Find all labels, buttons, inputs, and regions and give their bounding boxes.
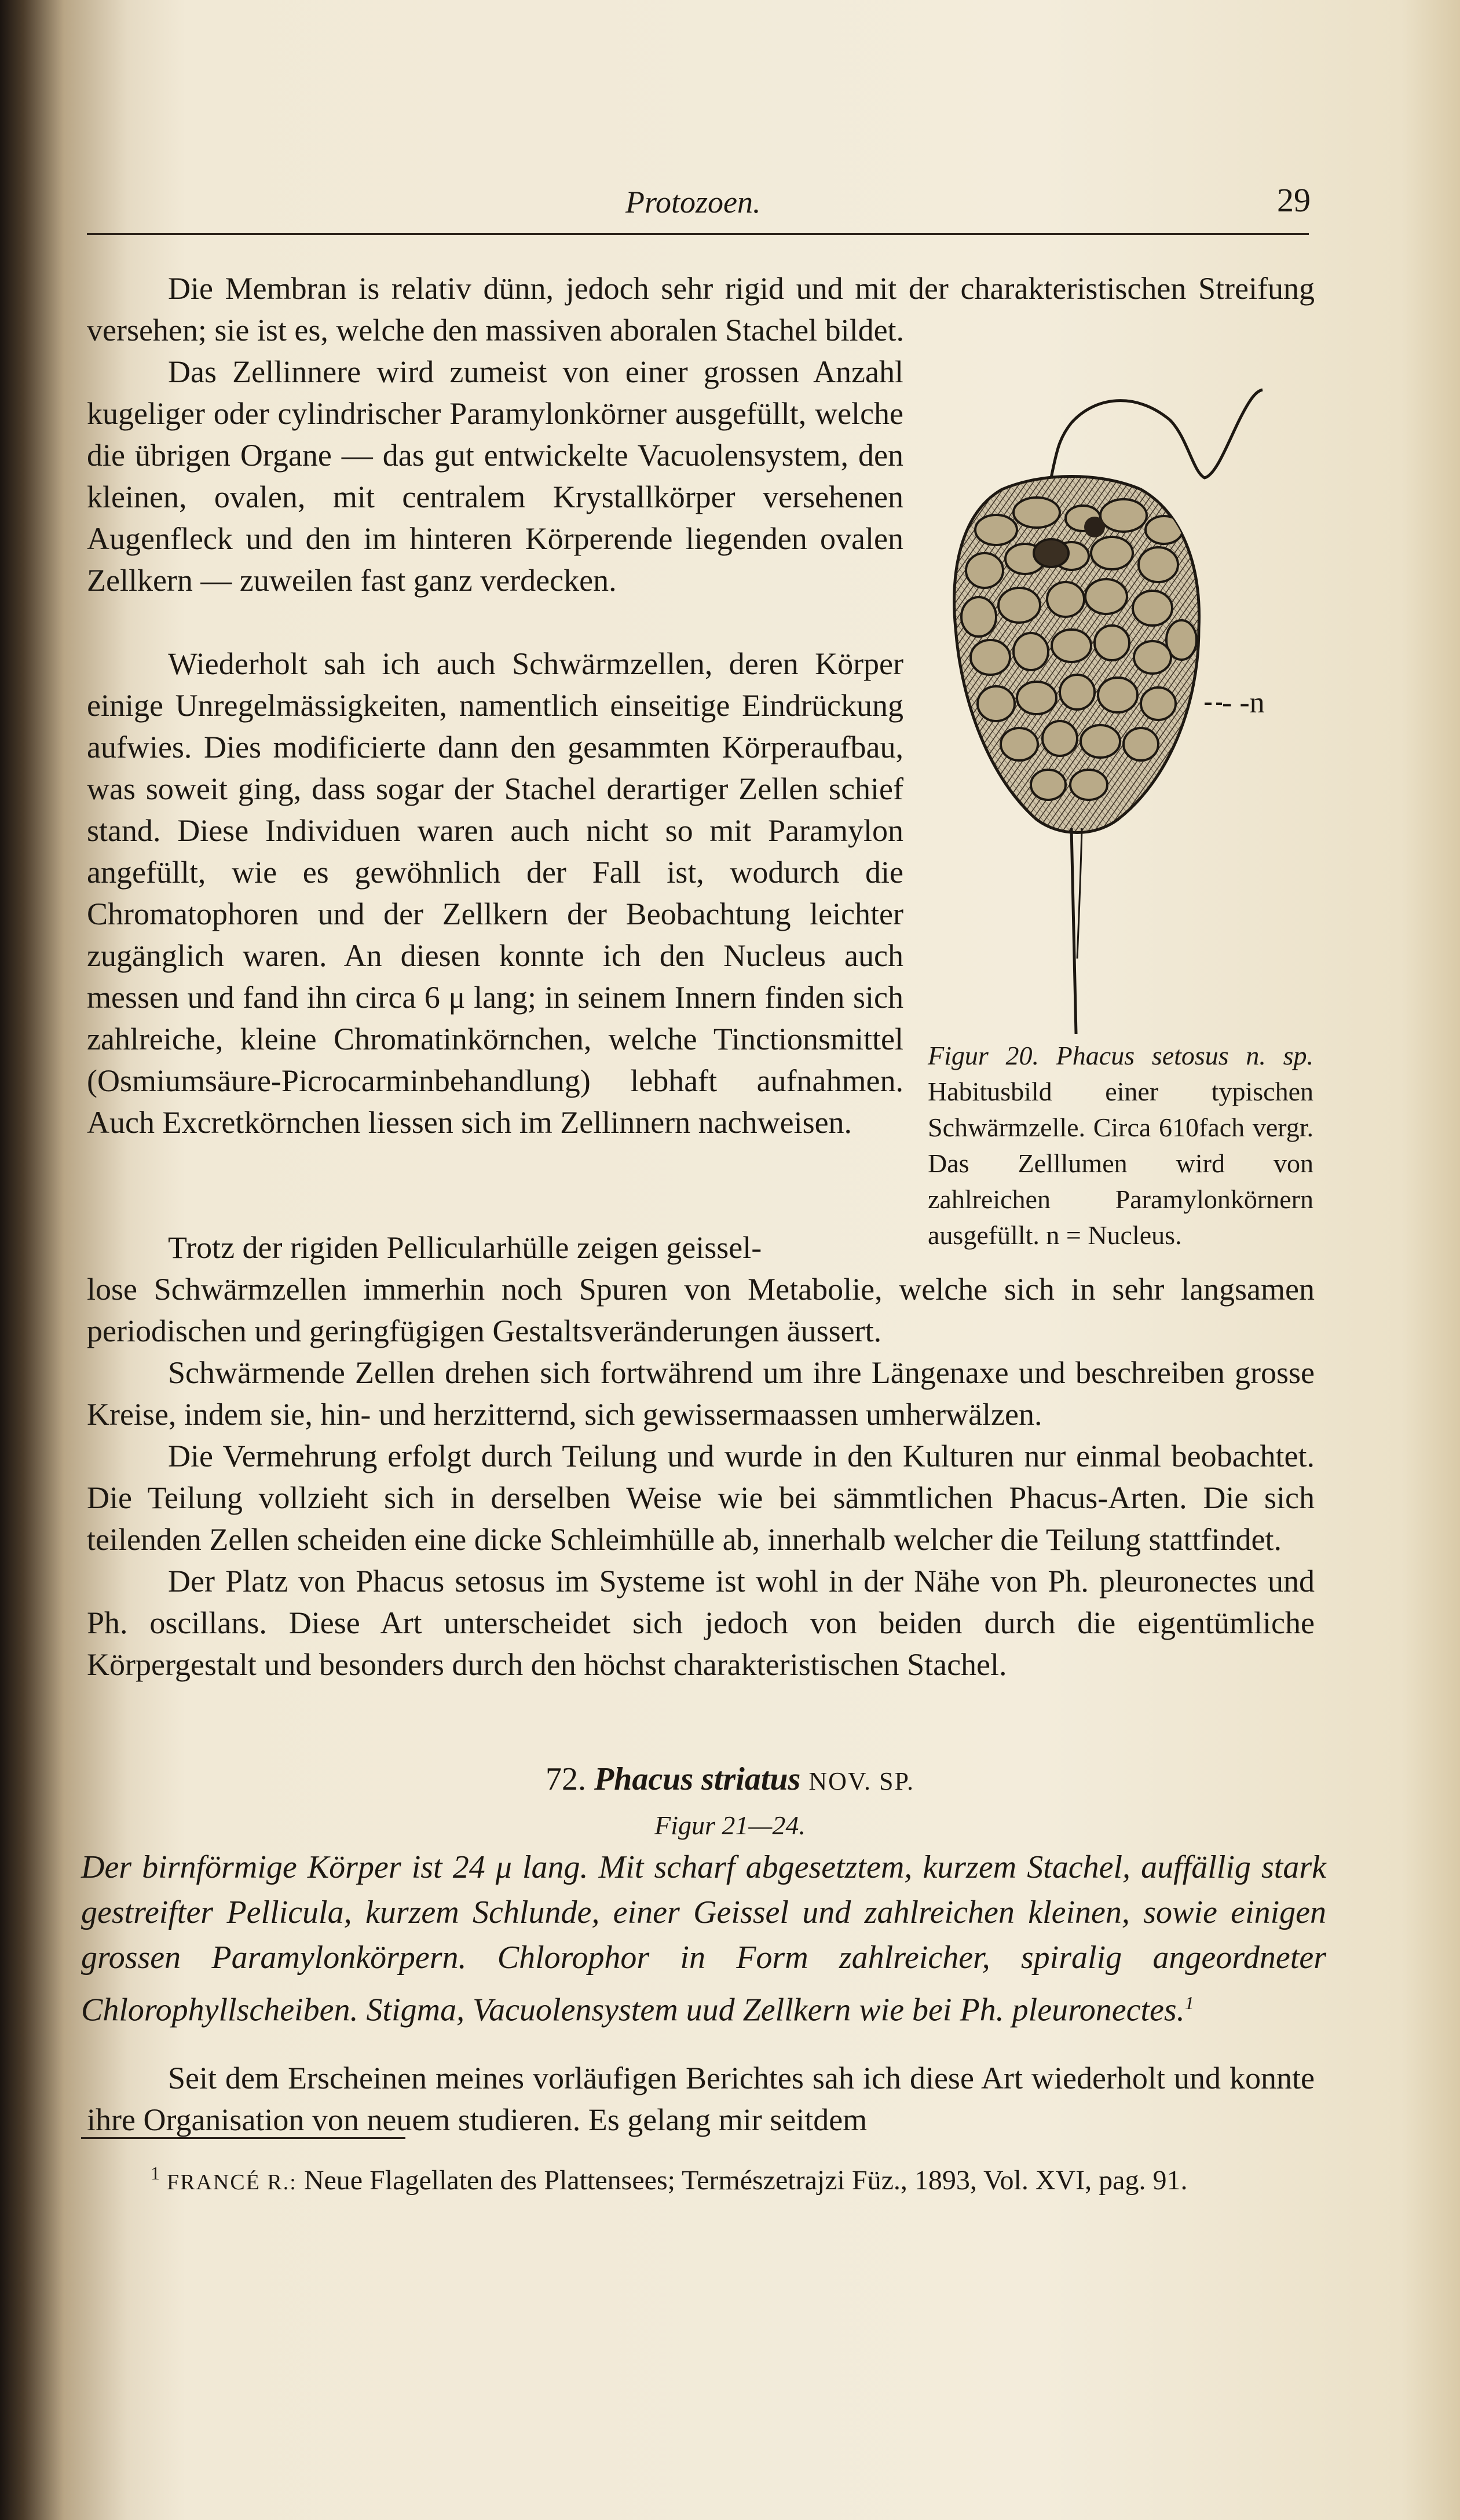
species-name: Phacus striatus — [594, 1761, 801, 1797]
figure-caption-text: Habitusbild einer typischen Schwärmzelle. Circa 610fach vergr. Das Zelllumen wird von zahlreichen Paramylonkörnern ausgefüllt. n = Nucleus. — [928, 1077, 1313, 1250]
footnote-rule — [81, 2137, 405, 2139]
section-heading: 72. Phacus striatus NOV. SP. — [545, 1761, 915, 1797]
paragraph: Das Zellinnere wird zumeist von einer grossen Anzahl kugeliger oder cylindrischer Paramylonkörner ausgefüllt, welche die übrigen Organe — das gut entwickelte Vacuolensystem, den kleinen, ovalen, mit centralem Krystallkörper versehenen Augenfleck und den im hinteren Körperende liegenden ovalen Zellkern — zuweilen fast ganz verdecken. — [87, 354, 903, 598]
paragraph: Die Vermehrung erfolgt durch Teilung und wurde in den Kulturen nur einmal beobachtet. Die Teilung vollzieht sich in derselben Weise wie bei sämmtlichen Phacus-Arten. Die sich teilenden Zellen scheiden eine dicke Schleimhülle ab, innerhalb welcher die Teilung stattfindet. — [87, 1439, 1315, 1557]
flagellum — [1051, 390, 1263, 478]
phacus-setosus-illustration — [927, 379, 1332, 1045]
aboral-spine — [1071, 828, 1076, 1034]
figure-caption-label: Figur 20. Phacus setosus n. sp. — [928, 1041, 1313, 1070]
paramylon-granules — [927, 379, 1332, 901]
stigma — [1034, 539, 1069, 567]
species-diagnosis: Der birnförmige Körper ist 24 μ lang. Mit scharf abgesetztem, kurzem Stachel, auffällig stark gestreifter Pellicula, kurzem Schlunde, einer Geissel und zahlreichen kleinen, sowie einigen grossen Paramylonkörpern. Chlorophor in Form zahlreicher, spiralig angeordneter Chlorophyllscheiben. Stigma, Vacuolensystem uud Zellkern wie bei Ph. pleuronectes.$^1$ — [81, 1849, 1326, 2028]
paragraph: Die Membran is relativ dünn, jedoch sehr rigid und mit der charakteristischen Streifung versehen; sie ist es, welche den massiven aboralen Stachel bildet. — [87, 271, 1315, 348]
paragraph: Schwärmende Zellen drehen sich fortwährend um ihre Längenaxe und beschreiben grosse Kreise, indem sie, hin- und herzitternd, sich gewissermaassen umherwälzen. — [87, 1355, 1315, 1432]
header-rule — [87, 233, 1309, 235]
paragraph: Trotz der rigiden Pellicularhülle zeigen geissel- — [168, 1230, 762, 1265]
footnote: $^1$ FRANCÉ R.: Neue Flagellaten des Plattensees; Természetrajzi Füz., 1893, Vol. XVI, pag. 91. — [151, 2163, 1188, 2196]
figure-caption — [928, 1038, 1313, 1253]
paragraph: Der Platz von Phacus setosus im Systeme ist wohl in der Nähe von Ph. pleuronectes und Ph. oscillans. Diese Art unterscheidet sich jedoch von beiden durch die eigentümliche Körpergestalt und besonders durch den höchst charakteristischen Stachel. — [87, 1564, 1315, 1682]
running-title: Protozoen. — [625, 185, 761, 220]
nucleus-label: - -n — [1222, 686, 1265, 719]
paragraph: Wiederholt sah ich auch Schwärmzellen, deren Körper einige Unregelmässigkeiten, namentlich einseitige Eindrückung aufwies. Dies modificierte dann den gesammten Körperaufbau, was soweit ging, dass sogar der Stachel derartiger Zellen schief stand. Diese Individuen waren auch nicht so mit Paramylon angefüllt, wie es gewöhnlich der Fall ist, wodurch die Chromatophoren und der Zellkern der Beobachtung leichter zugänglich waren. An diesen konnte ich den Nucleus auch messen und fand ihn circa 6 μ lang; in seinem Innern finden sich zahlreiche, kleine Chromatinkörnchen, welche Tinctionsmittel (Osmiumsäure-Picrocarminbehandlung) lebhaft aufnahmen. Auch Excretkörnchen liessen sich im Zellinnern nachweisen. — [87, 646, 903, 1140]
paragraph: Seit dem Erscheinen meines vorläufigen Berichtes sah ich diese Art wiederholt und konnte ihre Organisation von neuem studieren. Es gelang mir seitdem — [87, 2061, 1315, 2137]
paragraph: lose Schwärmzellen immerhin noch Spuren von Metabolie, welche sich in sehr langsamen periodischen und geringfügigen Gestaltsveränderungen äussert. — [87, 1272, 1315, 1348]
figure-reference: Figur 21—24. — [654, 1811, 806, 1840]
page-number: 29 — [1277, 181, 1311, 219]
